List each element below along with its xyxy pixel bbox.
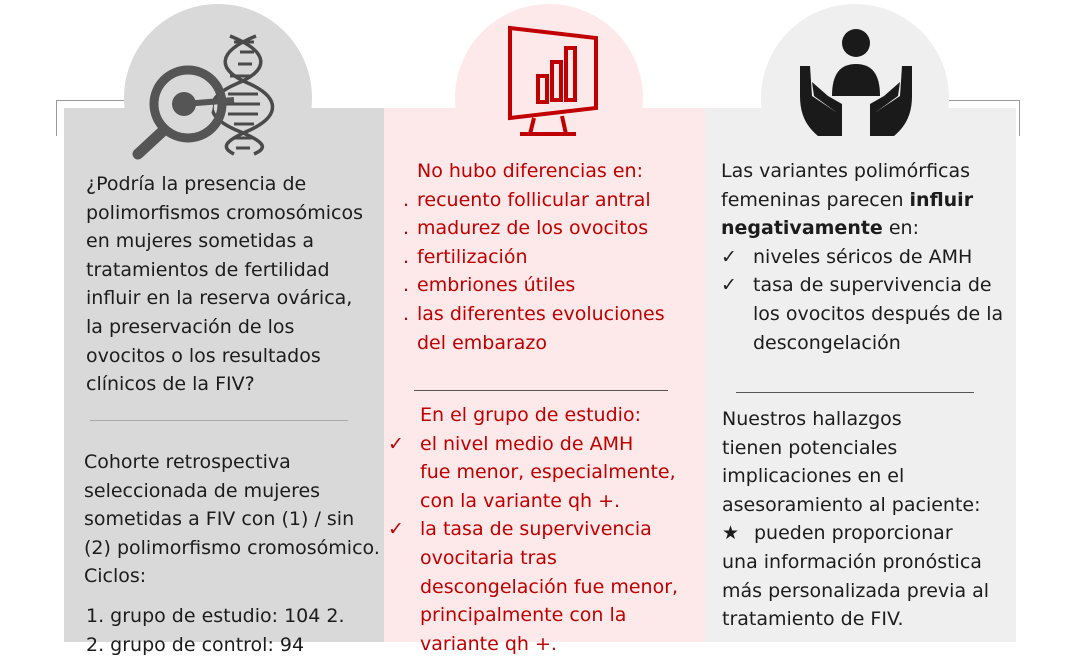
text-line: ¿Podría la presencia de [86,173,307,195]
check-item [721,271,1003,300]
text-fragment: femeninas parecen [721,188,910,211]
star-item [722,519,989,548]
list-item-continuation: del embarazo [417,331,548,354]
text-line: ovocitaria tras [420,546,557,569]
list-item [403,214,665,243]
bullet: . [403,302,410,325]
list-item-text: embriones útiles [417,274,576,297]
text-line: en mujeres sometidas a [86,230,315,253]
text-line: fue menor, especialmente, [420,461,676,484]
check-item [388,515,678,544]
text-line: (2) polimorfismo cromosómico. [84,536,380,559]
text-line: implicaciones en el [722,465,905,488]
no-differences-block [403,157,665,357]
text-line [721,214,1003,243]
check-item-text: la tasa de supervivencia [420,518,652,541]
text-line: con la variante qh +. [420,489,621,512]
check-icon: ✓ [388,432,404,455]
check-icon: ✓ [721,245,737,268]
check-item [721,243,1003,272]
text-line: los ovocitos después de la [753,302,1004,325]
star-item-text: pueden proporcionar [754,522,953,545]
variants-block [721,157,1003,357]
hands-person-icon [796,26,916,138]
text-line: seleccionada de mujeres [84,479,321,502]
bullet: . [403,188,410,211]
middle-divider [414,390,668,391]
text-line: descongelación [753,331,901,354]
bullet: . [403,245,410,268]
findings-block [722,405,989,634]
check-item-text: niveles séricos de AMH [753,245,973,268]
study-group-title: En el grupo de estudio: [420,404,641,426]
check-icon: ✓ [388,518,404,541]
text-line: principalmente con la [420,604,627,627]
frame-line-top-left [56,100,124,101]
list-item-text: fertilización [417,245,528,268]
text-line: tratamientos de fertilidad [86,258,330,281]
text-line: Cohorte retrospectiva [84,451,291,473]
text-line: la preservación de los [86,315,295,338]
text-line: tratamiento de FIV. [722,608,904,631]
text-line: sometidas a FIV con (1) / sin [84,508,355,531]
text-line: influir en la reserva ovárica, [86,287,353,310]
text-line [721,186,1003,215]
text-line: 1. grupo de estudio: 104 2. [86,605,345,627]
text-line: Las variantes polimórficas [721,160,971,182]
list-item [403,300,665,329]
text-line: clínicos de la FIV? [86,373,255,396]
right-divider [736,392,974,393]
left-divider [90,420,348,421]
text-line: 2. grupo de control: 94 [86,633,305,656]
text-line: variante qh +. [420,632,557,655]
no-differences-title: No hubo diferencias en: [417,160,643,182]
text-line: más personalizada previa al [722,579,990,602]
text-line: Ciclos: [84,565,147,588]
monitor-chart-icon [504,24,600,138]
bold-text: negativamente [721,217,883,240]
frame-line-top-right [949,100,1019,101]
text-line: Nuestros hallazgos [722,408,902,430]
list-item-text: recuento follicular antral [417,188,651,211]
research-question [86,170,363,399]
frame-line-right [1019,100,1020,136]
star-icon: ★ [722,522,740,545]
list-item-text: madurez de los ovocitos [417,217,649,240]
method-description [84,448,380,591]
cycles-list [86,602,345,659]
bold-text: influir [909,188,974,211]
check-item [388,430,678,459]
text-line: ovocitos o los resultados [86,344,321,367]
list-item [403,271,665,300]
list-item-text: las diferentes evoluciones [417,302,665,325]
study-group-block [388,401,678,658]
bullet: . [403,274,410,297]
text-line: asesoramiento al paciente: [722,493,981,516]
frame-line-left [56,100,57,136]
text-fragment: en: [882,217,920,240]
text-line: descongelación fue menor, [420,575,679,598]
check-item-text: tasa de supervivencia de [753,274,992,297]
list-item [403,186,665,215]
list-item [403,243,665,272]
text-line: tienen potenciales [722,436,898,459]
magnifier-dna-icon [130,30,280,160]
text-line: polimorfismos cromosómicos [86,201,364,224]
bullet: . [403,217,410,240]
check-icon: ✓ [721,274,737,297]
check-item-text: el nivel medio de AMH [420,432,634,455]
text-line: una información pronóstica [722,550,982,573]
